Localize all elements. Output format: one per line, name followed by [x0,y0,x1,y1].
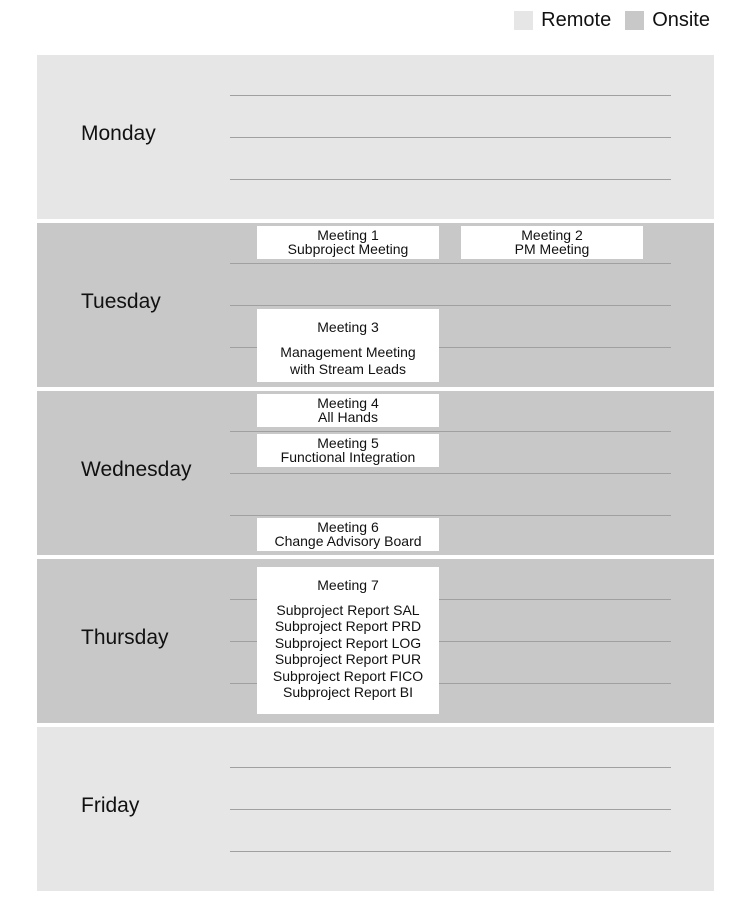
meeting-description: Subproject Report FICO [272,667,424,684]
time-slot-line [230,179,671,180]
legend-label-onsite: Onsite [652,9,710,31]
meeting-description: Subproject Report LOG [274,634,422,651]
meeting-description: Change Advisory Board [274,533,422,549]
legend-swatch-onsite [625,11,644,30]
legend [500,8,710,32]
meeting-title: Meeting 3 [317,319,379,335]
meeting-title: Meeting 2 [521,227,583,243]
time-slot-line [230,809,671,810]
time-slot-line [230,95,671,96]
meeting-card-1[interactable] [257,226,439,259]
time-slot-line [230,473,671,474]
time-slot-line [230,305,671,306]
meeting-description: Subproject Report PRD [274,618,422,634]
meeting-card-6[interactable] [257,518,439,551]
meeting-title: Meeting 5 [317,435,379,451]
meeting-card-5[interactable] [257,434,439,467]
time-slot-line [230,851,671,852]
legend-item-remote [514,8,611,32]
time-slot-line [230,767,671,768]
meeting-title: Meeting 7 [317,577,379,593]
day-label: Tuesday [81,290,161,313]
legend-item-onsite [625,8,710,32]
meeting-description: All Hands [318,409,378,425]
day-row-friday [37,727,714,891]
meeting-description: with Stream Leads [290,360,406,377]
meeting-description: PM Meeting [514,241,590,257]
day-label: Thursday [81,626,169,649]
time-slot-line [230,431,671,432]
meeting-description: Subproject Report PUR [274,651,422,667]
time-slot-line [230,515,671,516]
legend-label-remote: Remote [541,9,612,31]
meeting-card-4[interactable] [257,394,439,427]
meeting-title: Meeting 4 [317,395,379,411]
day-label: Friday [81,794,140,817]
meeting-card-3[interactable] [257,309,439,382]
day-row-monday [37,55,714,219]
meeting-card-7[interactable] [257,567,439,714]
meeting-description: Subproject Report SAL [276,601,420,618]
time-slot-line [230,263,671,264]
day-label: Wednesday [81,458,192,481]
meeting-description: Subproject Report BI [283,684,413,700]
meeting-description: Management Meeting [280,343,416,360]
time-slot-line [230,137,671,138]
meeting-card-2[interactable] [461,226,643,259]
day-label: Monday [81,122,156,145]
meeting-title: Meeting 6 [317,519,379,535]
legend-swatch-remote [514,11,533,30]
meeting-description: Functional Integration [280,449,416,465]
meeting-title: Meeting 1 [317,227,379,243]
meeting-description: Subproject Meeting [287,241,409,257]
